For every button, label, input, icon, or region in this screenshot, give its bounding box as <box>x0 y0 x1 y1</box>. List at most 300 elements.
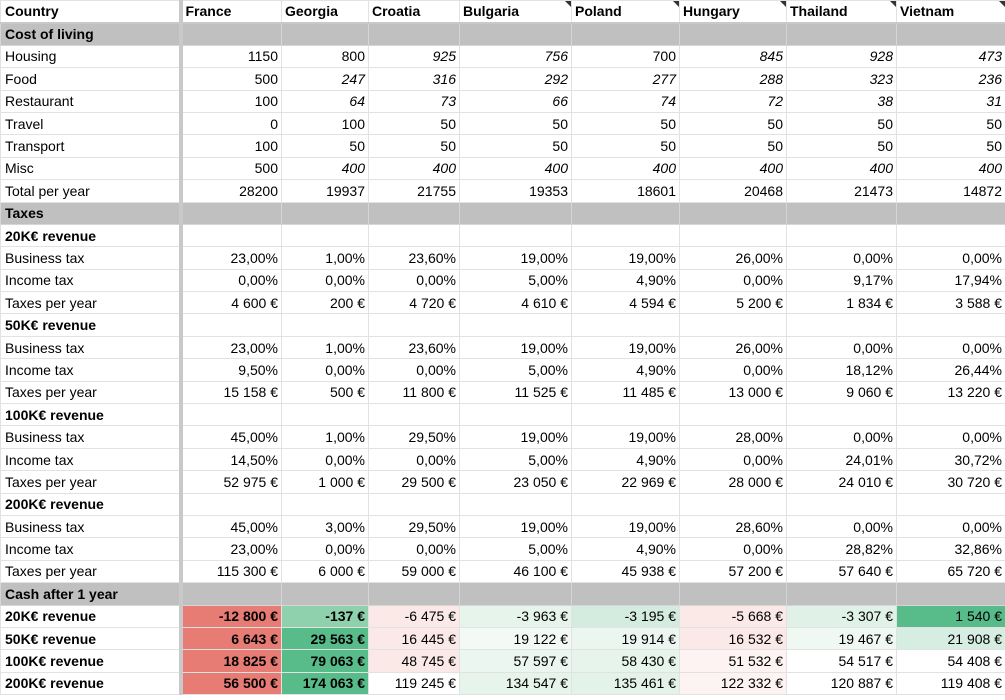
empty-cell[interactable] <box>282 224 369 246</box>
value-cell[interactable]: 28,00% <box>680 426 787 448</box>
cash-value-cell[interactable]: 54 517 € <box>787 650 897 672</box>
row-label-cell[interactable]: Taxes per year <box>1 471 181 493</box>
note-indicator-icon <box>999 1 1005 7</box>
cash-value-cell[interactable]: 21 908 € <box>897 627 1005 649</box>
value-cell[interactable]: 316 <box>369 68 460 90</box>
data-row <box>1 560 1005 582</box>
cash-value-cell[interactable]: 120 887 € <box>787 672 897 694</box>
row-label-cell[interactable]: Income tax <box>1 448 181 470</box>
cash-value-cell[interactable]: 29 563 € <box>282 627 369 649</box>
value-cell[interactable]: 50 <box>369 135 460 157</box>
header-label-cell[interactable]: Country <box>1 1 181 23</box>
value-cell[interactable]: 3 588 € <box>897 292 1005 314</box>
subsection-row <box>1 493 1005 515</box>
value-cell[interactable]: 26,00% <box>680 336 787 358</box>
value-cell[interactable]: 23,00% <box>181 538 282 560</box>
value-cell[interactable]: 31 <box>897 90 1005 112</box>
value-cell[interactable]: 9,17% <box>787 269 897 291</box>
empty-cell[interactable] <box>680 23 787 45</box>
value-cell[interactable]: 1,00% <box>282 336 369 358</box>
value-cell[interactable]: 19,00% <box>572 247 680 269</box>
value-cell[interactable]: 5,00% <box>460 448 572 470</box>
empty-cell[interactable] <box>787 224 897 246</box>
data-row <box>1 515 1005 537</box>
row-label-cell[interactable]: 20K€ revenue <box>1 224 181 246</box>
value-cell[interactable]: 400 <box>680 157 787 179</box>
data-row <box>1 269 1005 291</box>
value-cell[interactable]: 1 834 € <box>787 292 897 314</box>
value-cell[interactable]: 45,00% <box>181 515 282 537</box>
header-country-name: Poland <box>575 3 622 20</box>
value-cell[interactable]: 13 000 € <box>680 381 787 403</box>
cash-row <box>1 627 1005 649</box>
value-cell[interactable]: 400 <box>282 157 369 179</box>
empty-cell[interactable] <box>181 314 282 336</box>
row-label-cell[interactable]: Taxes per year <box>1 560 181 582</box>
empty-cell[interactable] <box>787 314 897 336</box>
value-cell[interactable]: 0,00% <box>369 538 460 560</box>
value-cell[interactable]: 0,00% <box>369 359 460 381</box>
value-cell[interactable]: 23,00% <box>181 247 282 269</box>
row-label-cell[interactable]: Business tax <box>1 336 181 358</box>
data-row <box>1 448 1005 470</box>
value-cell[interactable]: 24,01% <box>787 448 897 470</box>
value-cell[interactable]: 1 000 € <box>282 471 369 493</box>
row-label-cell[interactable]: 20K€ revenue <box>1 605 181 627</box>
empty-cell[interactable] <box>897 493 1005 515</box>
value-cell[interactable]: 52 975 € <box>181 471 282 493</box>
empty-cell[interactable] <box>572 404 680 426</box>
header-cell[interactable] <box>787 1 897 23</box>
empty-cell[interactable] <box>282 583 369 605</box>
cash-value-cell[interactable]: 119 245 € <box>369 672 460 694</box>
value-cell[interactable]: 323 <box>787 68 897 90</box>
value-cell[interactable]: 1,00% <box>282 426 369 448</box>
empty-cell[interactable] <box>369 314 460 336</box>
empty-cell[interactable] <box>680 493 787 515</box>
value-cell[interactable]: 11 525 € <box>460 381 572 403</box>
header-cell[interactable] <box>897 1 1005 23</box>
cash-value-cell[interactable]: 119 408 € <box>897 672 1005 694</box>
value-cell[interactable]: 19,00% <box>572 515 680 537</box>
value-cell[interactable]: 0,00% <box>787 247 897 269</box>
value-cell[interactable]: 0,00% <box>787 426 897 448</box>
value-cell[interactable]: 292 <box>460 68 572 90</box>
cash-value-cell[interactable]: 6 643 € <box>181 627 282 649</box>
value-cell[interactable]: 28200 <box>181 180 282 202</box>
value-cell[interactable]: 50 <box>787 112 897 134</box>
value-cell[interactable]: 473 <box>897 45 1005 67</box>
value-cell[interactable]: 50 <box>572 112 680 134</box>
row-label-cell[interactable]: Travel <box>1 112 181 134</box>
value-cell[interactable]: 4 720 € <box>369 292 460 314</box>
empty-cell[interactable] <box>181 583 282 605</box>
empty-cell[interactable] <box>897 202 1005 224</box>
value-cell[interactable]: 19,00% <box>460 515 572 537</box>
cash-value-cell[interactable]: 122 332 € <box>680 672 787 694</box>
value-cell[interactable]: 50 <box>369 112 460 134</box>
cash-value-cell[interactable]: -3 963 € <box>460 605 572 627</box>
cash-value-cell[interactable]: -6 475 € <box>369 605 460 627</box>
cash-value-cell[interactable]: 79 063 € <box>282 650 369 672</box>
value-cell[interactable]: 400 <box>572 157 680 179</box>
value-cell[interactable]: 11 485 € <box>572 381 680 403</box>
empty-cell[interactable] <box>181 404 282 426</box>
value-cell[interactable]: 50 <box>787 135 897 157</box>
empty-cell[interactable] <box>897 583 1005 605</box>
header-country-name: Hungary <box>683 3 740 20</box>
empty-cell[interactable] <box>680 404 787 426</box>
empty-cell[interactable] <box>181 224 282 246</box>
value-cell[interactable]: 38 <box>787 90 897 112</box>
value-cell[interactable]: 0,00% <box>282 448 369 470</box>
data-row <box>1 381 1005 403</box>
empty-cell[interactable] <box>680 583 787 605</box>
value-cell[interactable]: 19,00% <box>572 336 680 358</box>
value-cell[interactable]: 59 000 € <box>369 560 460 582</box>
value-cell[interactable]: 4,90% <box>572 359 680 381</box>
cash-value-cell[interactable]: 16 445 € <box>369 627 460 649</box>
value-cell[interactable]: 19937 <box>282 180 369 202</box>
value-cell[interactable]: 64 <box>282 90 369 112</box>
data-row <box>1 538 1005 560</box>
value-cell[interactable]: 23 050 € <box>460 471 572 493</box>
value-cell[interactable]: 247 <box>282 68 369 90</box>
row-label-cell[interactable]: Business tax <box>1 247 181 269</box>
value-cell[interactable]: 500 € <box>282 381 369 403</box>
value-cell[interactable]: 19,00% <box>572 426 680 448</box>
row-label-cell[interactable]: Transport <box>1 135 181 157</box>
value-cell[interactable]: 845 <box>680 45 787 67</box>
cash-value-cell[interactable]: 1 540 € <box>897 605 1005 627</box>
value-cell[interactable]: 4,90% <box>572 538 680 560</box>
value-cell[interactable]: 5 200 € <box>680 292 787 314</box>
value-cell[interactable]: 57 640 € <box>787 560 897 582</box>
row-label-cell[interactable]: Income tax <box>1 538 181 560</box>
cash-value-cell[interactable]: 19 122 € <box>460 627 572 649</box>
cash-value-cell[interactable]: 134 547 € <box>460 672 572 694</box>
value-cell[interactable]: 4,90% <box>572 269 680 291</box>
empty-cell[interactable] <box>787 202 897 224</box>
cash-value-cell[interactable]: -5 668 € <box>680 605 787 627</box>
value-cell[interactable]: 100 <box>181 135 282 157</box>
cash-value-cell[interactable]: 18 825 € <box>181 650 282 672</box>
cash-value-cell[interactable]: 174 063 € <box>282 672 369 694</box>
value-cell[interactable]: 20468 <box>680 180 787 202</box>
empty-cell[interactable] <box>460 404 572 426</box>
empty-cell[interactable] <box>282 23 369 45</box>
value-cell[interactable]: 26,44% <box>897 359 1005 381</box>
value-cell[interactable]: 400 <box>369 157 460 179</box>
row-label-cell[interactable]: 100K€ revenue <box>1 650 181 672</box>
empty-cell[interactable] <box>572 224 680 246</box>
value-cell[interactable]: 6 000 € <box>282 560 369 582</box>
value-cell[interactable]: 28,82% <box>787 538 897 560</box>
cash-value-cell[interactable]: 48 745 € <box>369 650 460 672</box>
value-cell[interactable]: 0,00% <box>181 269 282 291</box>
value-cell[interactable]: 28 000 € <box>680 471 787 493</box>
value-cell[interactable]: 1150 <box>181 45 282 67</box>
empty-cell[interactable] <box>572 493 680 515</box>
value-cell[interactable]: 928 <box>787 45 897 67</box>
value-cell[interactable]: 400 <box>787 157 897 179</box>
empty-cell[interactable] <box>181 23 282 45</box>
empty-cell[interactable] <box>572 202 680 224</box>
value-cell[interactable]: 800 <box>282 45 369 67</box>
empty-cell[interactable] <box>680 224 787 246</box>
cash-value-cell[interactable]: 135 461 € <box>572 672 680 694</box>
header-country-name: Thailand <box>790 3 848 20</box>
empty-cell[interactable] <box>572 314 680 336</box>
value-cell[interactable]: 21473 <box>787 180 897 202</box>
value-cell[interactable]: 0,00% <box>680 359 787 381</box>
value-cell[interactable]: 0,00% <box>282 269 369 291</box>
empty-cell[interactable] <box>460 314 572 336</box>
value-cell[interactable]: 0,00% <box>897 247 1005 269</box>
value-cell[interactable]: 0,00% <box>282 538 369 560</box>
row-label-cell[interactable]: Housing <box>1 45 181 67</box>
value-cell[interactable]: 21755 <box>369 180 460 202</box>
value-cell[interactable]: 19,00% <box>460 426 572 448</box>
value-cell[interactable]: 50 <box>680 135 787 157</box>
value-cell[interactable]: 50 <box>897 112 1005 134</box>
header-country-name: Georgia <box>285 3 338 20</box>
value-cell[interactable]: 23,60% <box>369 336 460 358</box>
value-cell[interactable]: 0,00% <box>787 336 897 358</box>
value-cell[interactable]: 50 <box>460 135 572 157</box>
value-cell[interactable]: 22 969 € <box>572 471 680 493</box>
subsection-row <box>1 404 1005 426</box>
value-cell[interactable]: 756 <box>460 45 572 67</box>
value-cell[interactable]: 65 720 € <box>897 560 1005 582</box>
empty-cell[interactable] <box>460 583 572 605</box>
value-cell[interactable]: 4 600 € <box>181 292 282 314</box>
value-cell[interactable]: 66 <box>460 90 572 112</box>
value-cell[interactable]: 4 610 € <box>460 292 572 314</box>
value-cell[interactable]: 32,86% <box>897 538 1005 560</box>
value-cell[interactable]: 14,50% <box>181 448 282 470</box>
value-cell[interactable]: 0,00% <box>787 515 897 537</box>
value-cell[interactable]: 23,60% <box>369 247 460 269</box>
value-cell[interactable]: 500 <box>181 68 282 90</box>
value-cell[interactable]: 0,00% <box>369 448 460 470</box>
row-label-cell[interactable]: Income tax <box>1 359 181 381</box>
note-indicator-icon <box>673 1 679 7</box>
value-cell[interactable]: 5,00% <box>460 538 572 560</box>
empty-cell[interactable] <box>460 202 572 224</box>
value-cell[interactable]: 115 300 € <box>181 560 282 582</box>
value-cell[interactable]: 29,50% <box>369 515 460 537</box>
empty-cell[interactable] <box>787 493 897 515</box>
value-cell[interactable]: 18,12% <box>787 359 897 381</box>
cash-value-cell[interactable]: 56 500 € <box>181 672 282 694</box>
cash-value-cell[interactable]: 51 532 € <box>680 650 787 672</box>
value-cell[interactable]: 50 <box>460 112 572 134</box>
value-cell[interactable]: 74 <box>572 90 680 112</box>
value-cell[interactable]: 72 <box>680 90 787 112</box>
value-cell[interactable]: 19,00% <box>460 336 572 358</box>
value-cell[interactable]: 57 200 € <box>680 560 787 582</box>
value-cell[interactable]: 14872 <box>897 180 1005 202</box>
header-cell[interactable] <box>369 1 460 23</box>
value-cell[interactable]: 1,00% <box>282 247 369 269</box>
empty-cell[interactable] <box>680 314 787 336</box>
empty-cell[interactable] <box>460 224 572 246</box>
cash-value-cell[interactable]: 58 430 € <box>572 650 680 672</box>
empty-cell[interactable] <box>282 493 369 515</box>
empty-cell[interactable] <box>787 23 897 45</box>
row-label-cell[interactable]: Food <box>1 68 181 90</box>
value-cell[interactable]: 50 <box>572 135 680 157</box>
row-label-cell[interactable]: Cash after 1 year <box>1 583 181 605</box>
empty-cell[interactable] <box>787 583 897 605</box>
value-cell[interactable]: 50 <box>282 135 369 157</box>
row-label-cell[interactable]: Cost of living <box>1 23 181 45</box>
value-cell[interactable]: 288 <box>680 68 787 90</box>
value-cell[interactable]: 4 594 € <box>572 292 680 314</box>
value-cell[interactable]: 0,00% <box>680 269 787 291</box>
empty-cell[interactable] <box>897 23 1005 45</box>
value-cell[interactable]: 50 <box>897 135 1005 157</box>
value-cell[interactable]: 9,50% <box>181 359 282 381</box>
value-cell[interactable]: 0,00% <box>897 515 1005 537</box>
empty-cell[interactable] <box>369 404 460 426</box>
value-cell[interactable]: 4,90% <box>572 448 680 470</box>
value-cell[interactable]: 100 <box>181 90 282 112</box>
header-cell[interactable] <box>572 1 680 23</box>
cash-value-cell[interactable]: -3 195 € <box>572 605 680 627</box>
value-cell[interactable]: 200 € <box>282 292 369 314</box>
empty-cell[interactable] <box>369 202 460 224</box>
value-cell[interactable]: 19353 <box>460 180 572 202</box>
empty-cell[interactable] <box>282 404 369 426</box>
value-cell[interactable]: 29 500 € <box>369 471 460 493</box>
value-cell[interactable]: 30 720 € <box>897 471 1005 493</box>
row-label-cell[interactable]: Misc <box>1 157 181 179</box>
value-cell[interactable]: 100 <box>282 112 369 134</box>
value-cell[interactable]: 50 <box>680 112 787 134</box>
value-cell[interactable]: 13 220 € <box>897 381 1005 403</box>
value-cell[interactable]: 925 <box>369 45 460 67</box>
data-row <box>1 112 1005 134</box>
value-cell[interactable]: 0,00% <box>282 359 369 381</box>
row-label-cell[interactable]: Business tax <box>1 515 181 537</box>
value-cell[interactable]: 18601 <box>572 180 680 202</box>
row-label-cell[interactable]: Total per year <box>1 180 181 202</box>
note-indicator-icon <box>565 1 571 7</box>
value-cell[interactable]: 45,00% <box>181 426 282 448</box>
value-cell[interactable]: 0,00% <box>680 448 787 470</box>
empty-cell[interactable] <box>572 23 680 45</box>
empty-cell[interactable] <box>369 493 460 515</box>
empty-cell[interactable] <box>787 404 897 426</box>
empty-cell[interactable] <box>369 23 460 45</box>
empty-cell[interactable] <box>572 583 680 605</box>
value-cell[interactable]: 400 <box>460 157 572 179</box>
value-cell[interactable]: 11 800 € <box>369 381 460 403</box>
empty-cell[interactable] <box>369 224 460 246</box>
cash-value-cell[interactable]: -137 € <box>282 605 369 627</box>
empty-cell[interactable] <box>897 314 1005 336</box>
row-label-cell[interactable]: 50K€ revenue <box>1 627 181 649</box>
value-cell[interactable]: 45 938 € <box>572 560 680 582</box>
empty-cell[interactable] <box>369 583 460 605</box>
empty-cell[interactable] <box>680 202 787 224</box>
value-cell[interactable]: 277 <box>572 68 680 90</box>
value-cell[interactable]: 29,50% <box>369 426 460 448</box>
value-cell[interactable]: 30,72% <box>897 448 1005 470</box>
cash-row <box>1 605 1005 627</box>
header-cell[interactable] <box>680 1 787 23</box>
value-cell[interactable]: 0,00% <box>369 269 460 291</box>
value-cell[interactable]: 26,00% <box>680 247 787 269</box>
cash-value-cell[interactable]: 54 408 € <box>897 650 1005 672</box>
row-label-cell[interactable]: Business tax <box>1 426 181 448</box>
value-cell[interactable]: 24 010 € <box>787 471 897 493</box>
cash-value-cell[interactable]: 19 467 € <box>787 627 897 649</box>
row-label-cell[interactable]: 100K€ revenue <box>1 404 181 426</box>
value-cell[interactable]: 500 <box>181 157 282 179</box>
header-cell[interactable] <box>460 1 572 23</box>
value-cell[interactable]: 46 100 € <box>460 560 572 582</box>
value-cell[interactable]: 23,00% <box>181 336 282 358</box>
cash-value-cell[interactable]: -3 307 € <box>787 605 897 627</box>
row-label-cell[interactable]: Restaurant <box>1 90 181 112</box>
cash-value-cell[interactable]: 19 914 € <box>572 627 680 649</box>
value-cell[interactable]: 9 060 € <box>787 381 897 403</box>
value-cell[interactable]: 3,00% <box>282 515 369 537</box>
header-cell[interactable] <box>282 1 369 23</box>
row-label-cell[interactable]: Taxes per year <box>1 381 181 403</box>
value-cell[interactable]: 0 <box>181 112 282 134</box>
value-cell[interactable]: 0,00% <box>680 538 787 560</box>
row-label-cell[interactable]: Taxes <box>1 202 181 224</box>
value-cell[interactable]: 19,00% <box>460 247 572 269</box>
row-label-cell[interactable]: 50K€ revenue <box>1 314 181 336</box>
empty-cell[interactable] <box>897 404 1005 426</box>
value-cell[interactable]: 0,00% <box>897 426 1005 448</box>
data-row <box>1 157 1005 179</box>
empty-cell[interactable] <box>460 493 572 515</box>
empty-cell[interactable] <box>460 23 572 45</box>
value-cell[interactable]: 73 <box>369 90 460 112</box>
value-cell[interactable]: 700 <box>572 45 680 67</box>
value-cell[interactable]: 17,94% <box>897 269 1005 291</box>
row-label-cell[interactable]: Taxes per year <box>1 292 181 314</box>
value-cell[interactable]: 0,00% <box>897 336 1005 358</box>
value-cell[interactable]: 400 <box>897 157 1005 179</box>
value-cell[interactable]: 236 <box>897 68 1005 90</box>
empty-cell[interactable] <box>181 493 282 515</box>
cash-value-cell[interactable]: 16 532 € <box>680 627 787 649</box>
empty-cell[interactable] <box>897 224 1005 246</box>
header-row <box>1 1 1005 23</box>
row-label-cell[interactable]: Income tax <box>1 269 181 291</box>
header-cell[interactable] <box>181 1 282 23</box>
value-cell[interactable]: 15 158 € <box>181 381 282 403</box>
empty-cell[interactable] <box>181 202 282 224</box>
cash-value-cell[interactable]: 57 597 € <box>460 650 572 672</box>
empty-cell[interactable] <box>282 314 369 336</box>
value-cell[interactable]: 28,60% <box>680 515 787 537</box>
row-label-cell[interactable]: 200K€ revenue <box>1 493 181 515</box>
value-cell[interactable]: 5,00% <box>460 359 572 381</box>
value-cell[interactable]: 5,00% <box>460 269 572 291</box>
row-label-cell[interactable]: 200K€ revenue <box>1 672 181 694</box>
empty-cell[interactable] <box>282 202 369 224</box>
cash-value-cell[interactable]: -12 800 € <box>181 605 282 627</box>
cash-row <box>1 650 1005 672</box>
